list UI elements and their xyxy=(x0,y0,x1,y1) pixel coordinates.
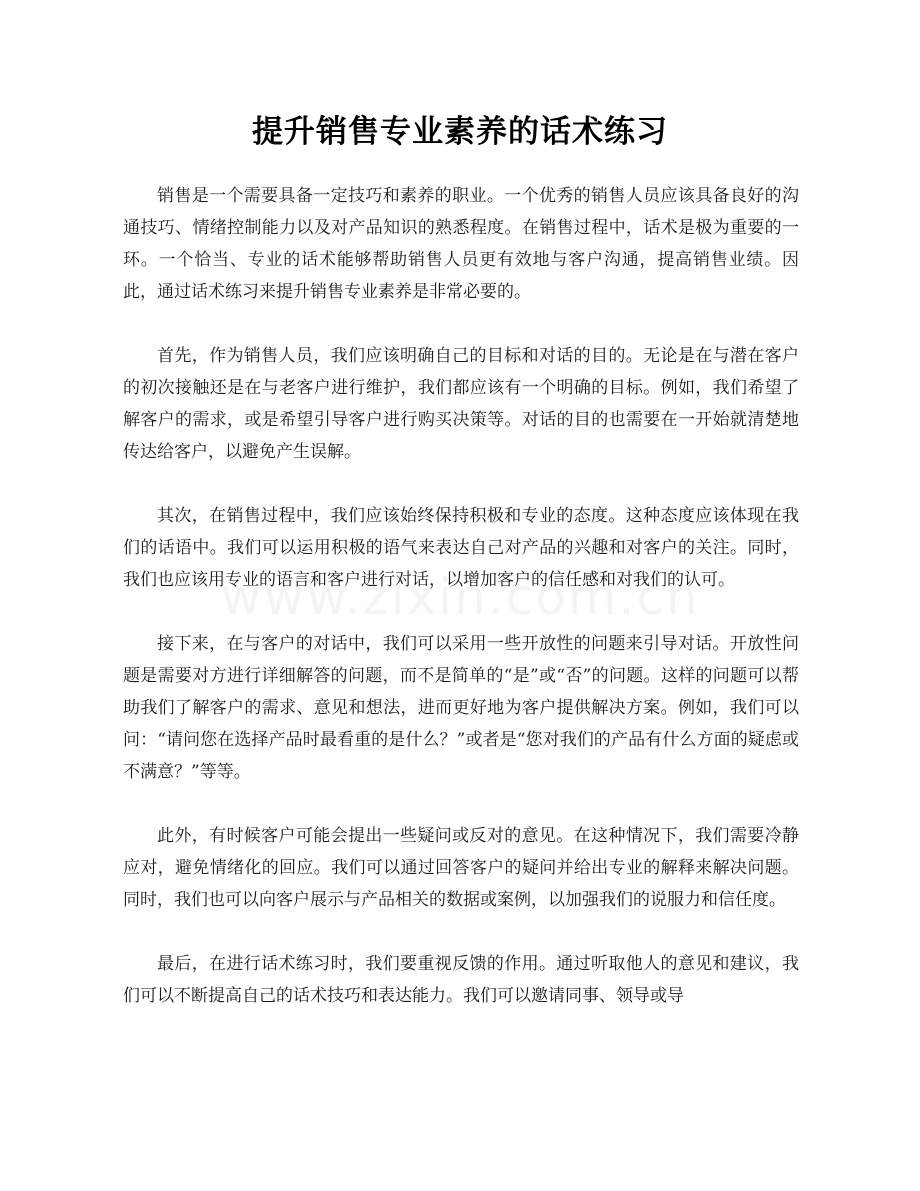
paragraph-2: 首先，作为销售人员，我们应该明确自己的目标和对话的目的。无论是在与潜在客户的初次接触还是在与老客户进行维护，我们都应该有一个明确的目标。例如，我们希望了解客户的需求，或是希望引导客户进行购买决策等。对话的目的也需要在一开始就清楚地传达给客户，以避免产生误解。 xyxy=(123,346,799,462)
paragraph-1: 销售是一个需要具备一定技巧和素养的职业。一个优秀的销售人员应该具备良好的沟通技巧、情绪控制能力以及对产品知识的熟悉程度。在销售过程中，话术是极为重要的一环。一个恰当、专业的话术能够帮助销售人员更有效地与客户沟通，提高销售业绩。因此，通过话术练习来提升销售专业素养是非常必要的。 xyxy=(123,186,799,302)
paragraph-5: 此外，有时候客户可能会提出一些疑问或反对的意见。在这种情况下，我们需要冷静应对，避免情绪化的回应。我们可以通过回答客户的疑问并给出专业的解释来解决问题。同时，我们也可以向客户展示与产品相关的数据或案例，以加强我们的说服力和信任度。 xyxy=(123,826,799,910)
paragraph-4: 接下来，在与客户的对话中，我们可以采用一些开放性的问题来引导对话。开放性问题是需要对方进行详细解答的问题，而不是简单的“是”或“否”的问题。这样的问题可以帮助我们了解客户的需求、意见和想法，进而更好地为客户提供解决方案。例如，我们可以问：“请问您在选择产品时最看重的是什么？”或者是“您对我们的产品有什么方面的疑虑或不满意？”等等。 xyxy=(123,634,799,782)
document-body xyxy=(123,180,799,1044)
paragraph-6: 最后，在进行话术练习时，我们要重视反馈的作用。通过听取他人的意见和建议，我们可以不断提高自己的话术技巧和表达能力。我们可以邀请同事、领导或导 xyxy=(123,954,799,1006)
paragraph-3: 其次，在销售过程中，我们应该始终保持积极和专业的态度。这种态度应该体现在我们的话语中。我们可以运用积极的语气来表达自己对产品的兴趣和对客户的关注。同时，我们也应该用专业的语言和客户进行对话，以增加客户的信任感和对我们的认可。 xyxy=(123,506,799,590)
document-title: 提升销售专业素养的话术练习 xyxy=(252,114,668,150)
